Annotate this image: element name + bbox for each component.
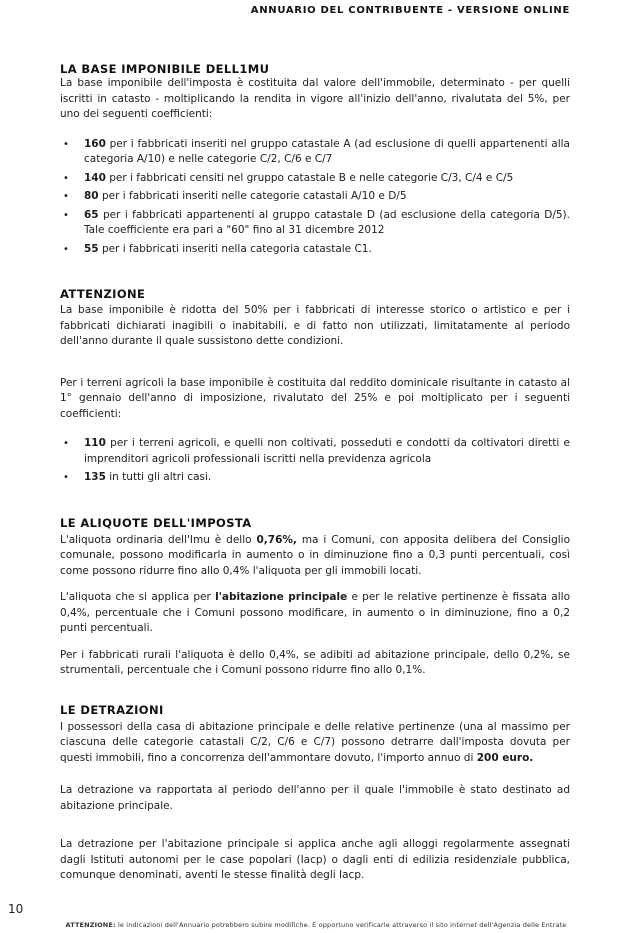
paragraph-detrazioni-2: La detrazione va rapportata al periodo dell'anno per il quale l'immobile è stato destinato ad abitazione principale.: [60, 784, 570, 812]
section-title-base-imponibile: LA BASE IMPONIBILE DELL1MU: [60, 62, 270, 76]
paragraph-detrazioni-3: La detrazione per l'abitazione principale si applica anche agli alloggi regolarmente assegnati dagli Istituti autonomi per le case popolari (Iacp) o dagli enti di edilizia residenziale pubblica, comunque denominati, aventi le stesse finalità degli Iacp.: [60, 838, 570, 881]
attention-title: ATTENZIONE: [60, 287, 146, 301]
section-title-aliquote: LE ALIQUOTE DELL'IMPOSTA: [60, 515, 252, 530]
list-item: • 80 per i fabbricati inseriti nelle categorie catastali A/10 e D/5: [60, 189, 570, 205]
list-item: • 160 per i fabbricati inseriti nel gruppo catastale A (ad esclusione di quelli appartenenti alla categoria A/10) e nelle categorie C/2, C/6 e C/7: [60, 137, 570, 168]
running-header: [0, 0, 622, 16]
list-item: • 65 per i fabbricati appartenenti al gruppo catastale D (ad esclusione della categoria D/5). Tale coefficiente era pari a "60" fino al 31 dicembre 2012: [60, 208, 570, 239]
footer-notice: ATTENZIONE: le indicazioni dell'Annuario potrebbero subire modifiche. È opportuno verificarle attraverso il sito internet dell'Agenzia delle Entrate: [65, 921, 567, 929]
list-item: • 110 per i terreni agricoli, e quelli non coltivati, posseduti e condotti da coltivatori diretti e imprenditori agricoli professionali iscritti nella previdenza agricola: [60, 436, 570, 467]
paragraph-terreni-intro: Per i terreni agricoli la base imponibile è costituita dal reddito dominicale risultante in catasto al 1° gennaio dell'anno di imposizione, rivalutato del 25% e poi moltiplicato per i seguenti coefficienti:: [60, 376, 570, 420]
list-item: • 135 in tutti gli altri casi.: [60, 470, 570, 486]
list-item: • 55 per i fabbricati inseriti nella categoria catastale C1.: [60, 242, 570, 258]
document-title: ANNUARIO DEL CONTRIBUENTE - VERSIONE ONLINE: [250, 5, 570, 16]
paragraph-aliquote-1: L'aliquota ordinaria dell'Imu è dello 0,76%, ma i Comuni, con apposita delibera del Consiglio comunale, possono modificarla in aumento o in diminuzione fino a 0,3 punti percentuali, così come possono ridurre fino allo 0,4% l'aliquota per gli immobili locati.: [60, 533, 570, 577]
page-content: [0, 16, 622, 884]
page-number: 10: [8, 902, 24, 916]
section-title-detrazioni: LE DETRAZIONI: [60, 702, 164, 717]
paragraph-aliquote-2: L'aliquota che si applica per l'abitazione principale e per le relative pertinenze è fissata allo 0,4%, percentuale che i Comuni possono modificare, in aumento o in diminuzione, fino a 0,2 punti percentuali.: [60, 591, 570, 634]
coefficients-list-terreni: [60, 436, 570, 486]
list-item: • 140 per i fabbricati censiti nel gruppo catastale B e nelle categorie C/3, C/4 e C/5: [60, 171, 570, 187]
paragraph-base-imponibile-intro: La base imponibile dell'imposta è costituita dal valore dell'immobile, determinato - per quelli iscritti in catasto - moltiplicando la rendita in vigore all'inizio dell'anno, rivalutata del 5%, per uno dei seguenti coefficienti:: [60, 77, 570, 120]
coefficients-list-fabbricati: [60, 137, 570, 258]
paragraph-attention: La base imponibile è ridotta del 50% per i fabbricati di interesse storico o artistico e per i fabbricati dichiarati inagibili o inabitabili, e di fatto non utilizzati, limitatamente al periodo dell'anno durante il quale sussistono dette condizioni.: [60, 304, 570, 347]
paragraph-detrazioni-1: I possessori della casa di abitazione principale e delle relative pertinenze (una al massimo per ciascuna delle categorie catastali C/2, C/6 e C/7) possono detrarre dall'imposta dovuta per questi immobili, fino a concorrenza dell'ammontare dovuto, l'importo annuo di 200 euro.: [60, 720, 570, 764]
paragraph-aliquote-3: Per i fabbricati rurali l'aliquota è dello 0,4%, se adibiti ad abitazione principale, dello 0,2%, se strumentali, percentuale che i Comuni possono ridurre fino allo 0,1%.: [60, 648, 570, 676]
